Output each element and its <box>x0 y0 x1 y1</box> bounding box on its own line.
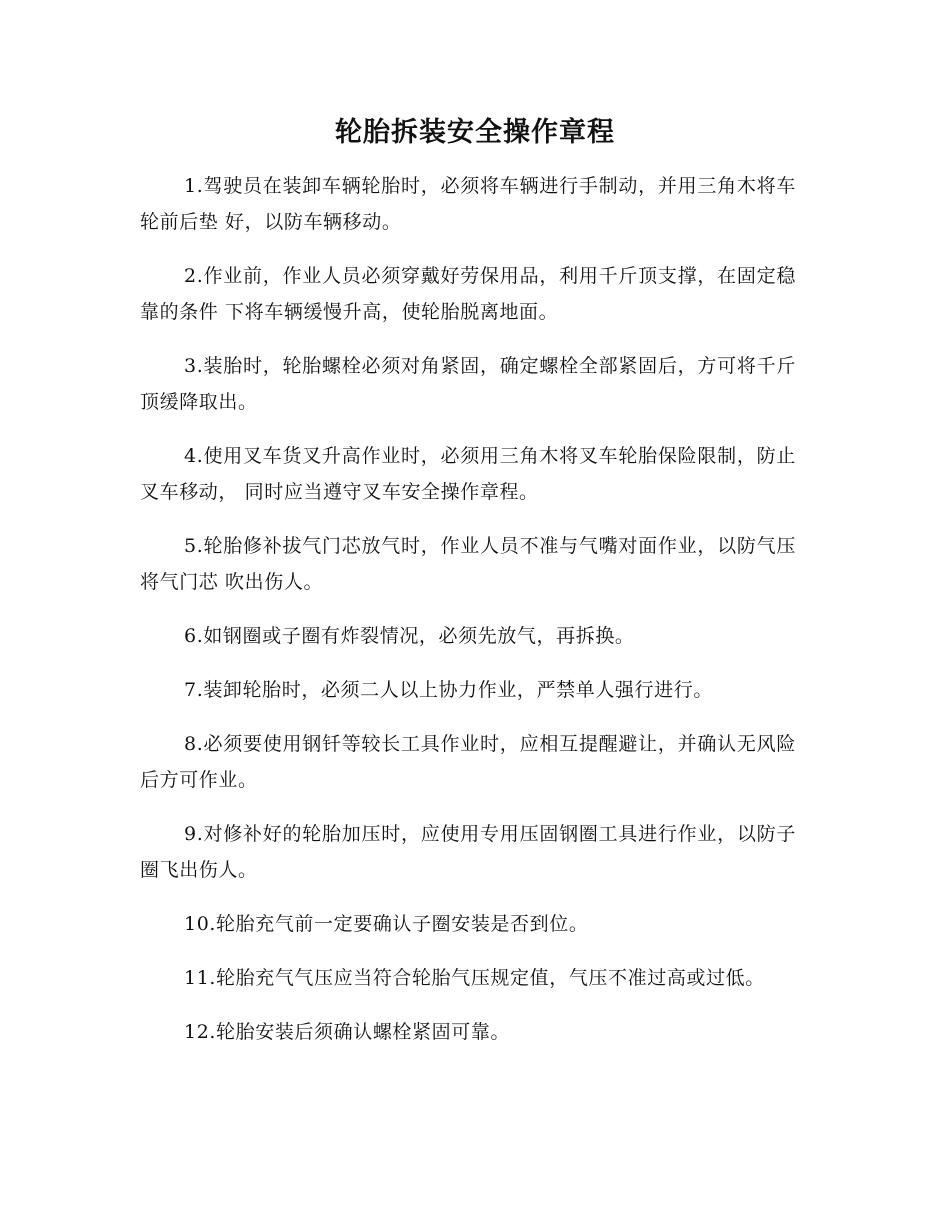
document-body <box>140 168 796 1068</box>
rule-paragraph-12: 12.轮胎安装后须确认螺栓紧固可靠。 <box>184 1021 511 1043</box>
rule-paragraph-6: 6.如钢圈或子圈有炸裂情况，必须先放气，再拆换。 <box>184 625 635 647</box>
rule-paragraph-1: 1.驾驶员在装卸车辆轮胎时，必须将车辆进行手制动，并用三角木将车轮前后垫 好，以防车辆移动。 <box>140 175 796 233</box>
rule-paragraph-8: 8.必须要使用钢钎等较长工具作业时，应相互提醒避让，并确认无风险后方可作业。 <box>140 733 796 791</box>
document-title: 轮胎拆装安全操作章程 <box>335 117 615 148</box>
rule-paragraph-3: 3.装胎时，轮胎螺栓必须对角紧固，确定螺栓全部紧固后，方可将千斤顶缓降取出。 <box>140 355 796 413</box>
rule-paragraph-7: 7.装卸轮胎时，必须二人以上协力作业，严禁单人强行进行。 <box>184 679 713 701</box>
rule-paragraph-10: 10.轮胎充气前一定要确认子圈安装是否到位。 <box>184 913 589 935</box>
rule-paragraph-11: 11.轮胎充气气压应当符合轮胎气压规定值，气压不准过高或过低。 <box>184 967 765 989</box>
rule-paragraph-2: 2.作业前，作业人员必须穿戴好劳保用品，利用千斤顶支撑，在固定稳靠的条件 下将车辆缓慢升高，使轮胎脱离地面。 <box>140 265 796 323</box>
rule-paragraph-5: 5.轮胎修补拔气门芯放气时，作业人员不准与气嘴对面作业，以防气压将气门芯 吹出伤人。 <box>140 535 796 593</box>
rule-paragraph-4: 4.使用叉车货叉升高作业时，必须用三角木将叉车轮胎保险限制，防止叉车移动， 同时应当遵守叉车安全操作章程。 <box>140 445 796 503</box>
rule-paragraph-9: 9.对修补好的轮胎加压时，应使用专用压固钢圈工具进行作业，以防子圈飞出伤人。 <box>140 823 796 881</box>
